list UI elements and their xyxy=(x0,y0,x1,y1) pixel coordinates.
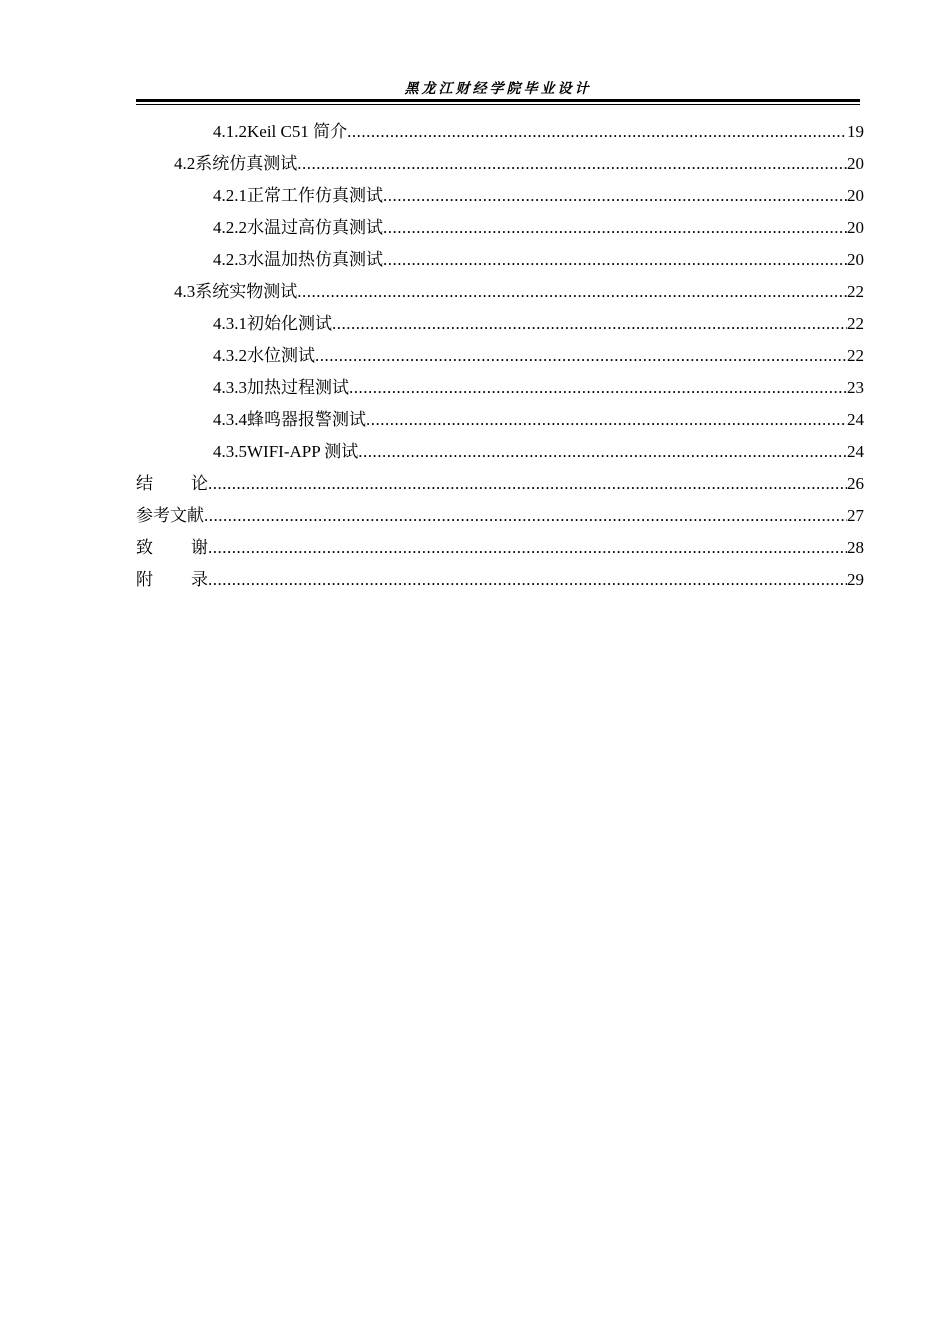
toc-dot-leader xyxy=(297,276,847,308)
toc-entry-page-number: 22 xyxy=(847,282,864,301)
toc-entry[interactable] xyxy=(136,532,864,564)
toc-entry-number: 4.2.2 xyxy=(213,218,247,237)
toc-entry-page-number: 22 xyxy=(847,346,864,365)
toc-entry-title: 蜂鸣器报警测试 xyxy=(247,410,366,429)
toc-entry-number: 4.3.4 xyxy=(213,410,247,429)
toc-entry[interactable] xyxy=(136,148,864,180)
page-header: 黑龙江财经学院毕业设计 xyxy=(404,81,592,97)
toc-entry-title: Keil C51 简介 xyxy=(247,122,348,141)
toc-entry-page-number: 24 xyxy=(847,410,864,429)
toc-dot-leader xyxy=(208,564,847,596)
toc-entry-page-number: 19 xyxy=(847,122,864,141)
toc-dot-leader xyxy=(208,532,847,564)
toc-entry-title: 系统仿真测试 xyxy=(195,154,298,173)
toc-entry-title: 水温过高仿真测试 xyxy=(247,218,383,237)
toc-entry-title: 初始化测试 xyxy=(247,314,332,333)
toc-entry-title: 系统实物测试 xyxy=(195,282,298,301)
toc-entry-number: 4.2 xyxy=(174,154,196,173)
table-of-contents xyxy=(136,116,864,596)
toc-entry-title: 水位测试 xyxy=(247,346,315,365)
toc-entry-page-number: 20 xyxy=(847,250,864,269)
toc-entry[interactable] xyxy=(136,468,864,500)
toc-entry-title: 正常工作仿真测试 xyxy=(247,186,383,205)
toc-entry-page-number: 27 xyxy=(847,506,864,525)
toc-entry-number: 4.3.3 xyxy=(213,378,247,397)
toc-entry-title: 附录 xyxy=(136,570,208,589)
header-rule-thin xyxy=(136,104,860,105)
toc-entry-page-number: 20 xyxy=(847,186,864,205)
header-rule xyxy=(136,99,860,102)
toc-entry-page-number: 22 xyxy=(847,314,864,333)
toc-entry-title: 水温加热仿真测试 xyxy=(247,250,383,269)
toc-dot-leader xyxy=(366,404,847,436)
toc-dot-leader xyxy=(204,500,847,532)
toc-entry[interactable] xyxy=(136,340,864,372)
toc-entry[interactable] xyxy=(136,180,864,212)
toc-entry-number: 4.1.2 xyxy=(213,122,247,141)
toc-dot-leader xyxy=(297,148,847,180)
toc-entry[interactable] xyxy=(136,436,864,468)
toc-dot-leader xyxy=(315,340,847,372)
toc-entry[interactable] xyxy=(136,404,864,436)
toc-entry-number: 4.3 xyxy=(174,282,196,301)
toc-entry-page-number: 20 xyxy=(847,154,864,173)
toc-entry-title: 致谢 xyxy=(136,538,208,557)
toc-entry[interactable] xyxy=(136,244,864,276)
toc-entry[interactable] xyxy=(136,212,864,244)
toc-entry[interactable] xyxy=(136,116,864,148)
toc-entry-page-number: 29 xyxy=(847,570,864,589)
toc-dot-leader xyxy=(383,180,847,212)
toc-dot-leader xyxy=(383,212,847,244)
toc-entry-title: WIFI-APP 测试 xyxy=(247,442,359,461)
toc-dot-leader xyxy=(347,116,847,148)
toc-entry-title: 加热过程测试 xyxy=(247,378,349,397)
toc-entry-page-number: 20 xyxy=(847,218,864,237)
toc-entry[interactable] xyxy=(136,276,864,308)
toc-entry-page-number: 24 xyxy=(847,442,864,461)
toc-entry-page-number: 23 xyxy=(847,378,864,397)
toc-entry[interactable] xyxy=(136,500,864,532)
toc-entry[interactable] xyxy=(136,372,864,404)
toc-entry-number: 4.3.5 xyxy=(213,442,247,461)
toc-dot-leader xyxy=(208,468,847,500)
toc-entry-number: 4.2.3 xyxy=(213,250,247,269)
toc-entry[interactable] xyxy=(136,564,864,596)
toc-dot-leader xyxy=(383,244,847,276)
toc-dot-leader xyxy=(332,308,847,340)
toc-entry-title: 参考文献 xyxy=(136,506,204,525)
toc-entry-title: 结论 xyxy=(136,474,208,493)
toc-entry[interactable] xyxy=(136,308,864,340)
toc-dot-leader xyxy=(349,372,847,404)
toc-entry-page-number: 28 xyxy=(847,538,864,557)
toc-dot-leader xyxy=(358,436,847,468)
toc-entry-number: 4.3.1 xyxy=(213,314,247,333)
toc-entry-page-number: 26 xyxy=(847,474,864,493)
toc-entry-number: 4.2.1 xyxy=(213,186,247,205)
toc-entry-number: 4.3.2 xyxy=(213,346,247,365)
